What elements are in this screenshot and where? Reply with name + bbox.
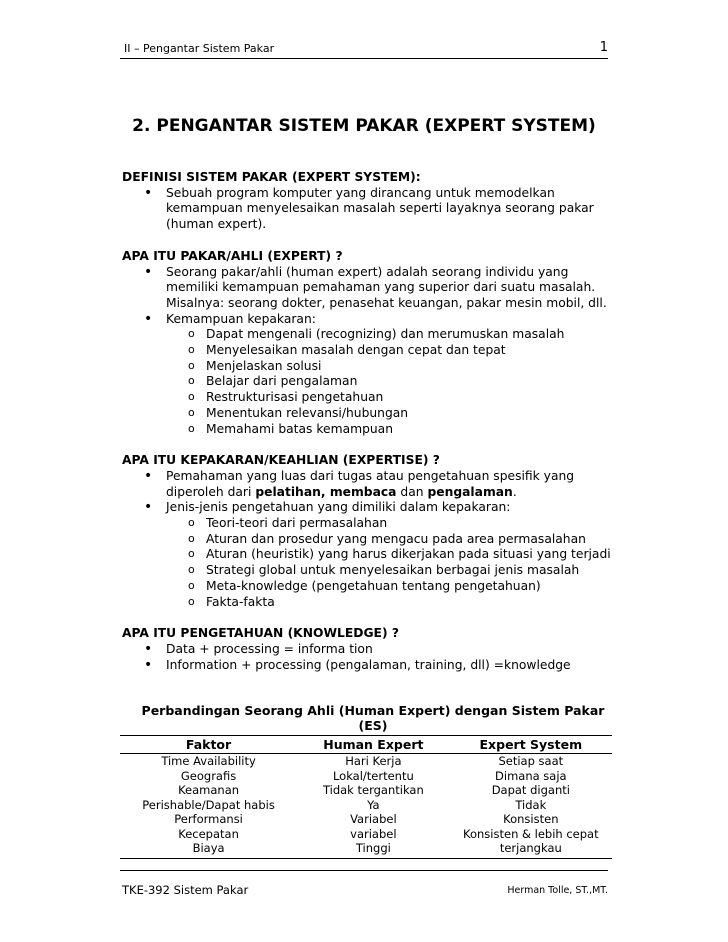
table-cell: Geografis [180,768,237,783]
table-cell: Time Availability [161,754,256,768]
column-header-faktor: Faktor [120,736,297,754]
table-cell: Ya [367,797,380,812]
section-definisi [122,170,612,233]
table-row [120,827,612,842]
sub-list [166,516,612,610]
table-row [120,812,612,827]
table-cell: Kecepatan [178,826,239,841]
table-cell: Tidak tergantikan [322,783,424,797]
table-cell: Lokal/tertentu [332,768,414,783]
sub-list-item: o Menentukan relevansi/hubungan [166,406,612,422]
table-cell: Perishable/Dapat habis [142,797,275,812]
section-pengetahuan [122,626,612,673]
text-run: dan [396,484,428,499]
sub-list-item: o Aturan dan prosedur yang mengacu pada area permasalahan [166,532,612,548]
table-cell: Biaya [120,841,297,858]
sub-list [166,327,612,437]
list-item-text: Kemampuan kepakaran: [166,311,316,326]
table-cell: Dapat diganti [491,783,570,797]
bullet-list [122,186,612,233]
sub-list-item: o Restrukturisasi pengetahuan [166,390,612,406]
list-item [122,500,612,610]
sub-list-item: o Aturan (heuristik) yang harus dikerjakan pada situasi yang terjadi [166,547,612,563]
list-item [122,469,612,500]
list-item [122,312,612,438]
sub-list-item: o Menyelesaikan masalah dengan cepat dan tepat [166,343,612,359]
table-row [120,841,612,858]
sub-list-item: o Strategi global untuk menyelesaikan berbagai jenis masalah [166,563,612,579]
section-heading: APA ITU PAKAR/AHLI (EXPERT) ? [122,248,343,263]
page-header [120,40,608,59]
document-body [122,170,612,689]
list-item: • Data + processing = informa tion [122,642,612,658]
sub-list-item: o Fakta-fakta [166,595,612,611]
table-cell: Tidak [515,797,547,812]
section-heading: DEFINISI SISTEM PAKAR (EXPERT SYSTEM): [122,170,421,184]
table-cell: Keamanan [178,783,240,797]
footer-course: TKE-392 Sistem Pakar [122,883,249,897]
bold-text: pengalaman [427,484,513,499]
table-caption: Perbandingan Seorang Ahli (Human Expert) dengan Sistem Pakar (ES) [141,703,605,733]
table-cell: terjangkau [450,841,612,858]
sub-list-item: o Meta-knowledge (pengetahuan tentang pengetahuan) [166,579,612,595]
table-cell: Performansi [174,812,243,826]
text-run: . [512,484,517,499]
page-title: 2. PENGANTAR SISTEM PAKAR (EXPERT SYSTEM) [132,116,596,136]
header-chapter: II – Pengantar Sistem Pakar [124,42,275,55]
column-header-expert-system: Expert System [450,736,612,754]
table-cell: variabel [350,826,397,841]
table-cell: Variabel [350,812,397,826]
table-row [120,798,612,813]
page-footer [120,870,608,897]
table-row [120,769,612,784]
column-header-human-expert: Human Expert [297,736,450,754]
page-number: 1 [599,40,608,55]
bold-text: pelatihan, membaca [255,484,397,499]
sub-list-item: o Dapat mengenali (recognizing) dan merumuskan masalah [166,327,612,343]
table-cell: Setiap saat [498,754,564,768]
table-cell: Hari Kerja [345,754,402,768]
sub-list-item: o Belajar dari pengalaman [166,374,612,390]
table-row [120,754,612,769]
list-item: • Information + processing (pengalaman, training, dll) =knowledge [122,658,612,674]
sub-list-item: o Teori-teori dari permasalahan [166,516,612,532]
section-kepakaran [122,453,612,610]
bullet-list [122,642,612,673]
comparison-table [120,735,612,859]
footer-author: Herman Tolle, ST.,MT. [507,885,608,896]
bullet-list [122,469,612,610]
sub-list-item: o Memahami batas kemampuan [166,422,612,438]
table-cell: Dimana saja [495,768,567,783]
section-heading: APA ITU PENGETAHUAN (KNOWLEDGE) ? [122,626,399,641]
table-cell: Konsisten [503,812,559,826]
table-row [120,783,612,798]
text-run: Pemahaman yang luas dari tugas atau pengetahuan spesifik yang diperoleh dari [166,468,575,499]
bullet-list [122,265,612,438]
table-header-row [120,736,612,754]
section-pakar [122,249,612,437]
list-item-text: Jenis-jenis pengetahuan yang dimiliki dalam kepakaran: [166,500,511,515]
list-item: • Seorang pakar/ahli (human expert) adalah seorang individu yang memiliki kemampuan pemahaman yang superior dari suatu masalah. Misalnya: seorang dokter, penasehat keuangan, pakar mesin mobil, dll. [122,265,612,312]
comparison-table-block [120,703,612,859]
table-cell: Tinggi [297,841,450,858]
sub-list-item: o Menjelaskan solusi [166,359,612,375]
section-heading: APA ITU KEPAKARAN/KEAHLIAN (EXPERTISE) ? [122,453,440,468]
table-cell: Konsisten & lebih cepat [463,826,599,841]
list-item: • Sebuah program komputer yang dirancang untuk memodelkan kemampuan menyelesaikan masalah seperti layaknya seorang pakar (human expert). [122,186,612,233]
